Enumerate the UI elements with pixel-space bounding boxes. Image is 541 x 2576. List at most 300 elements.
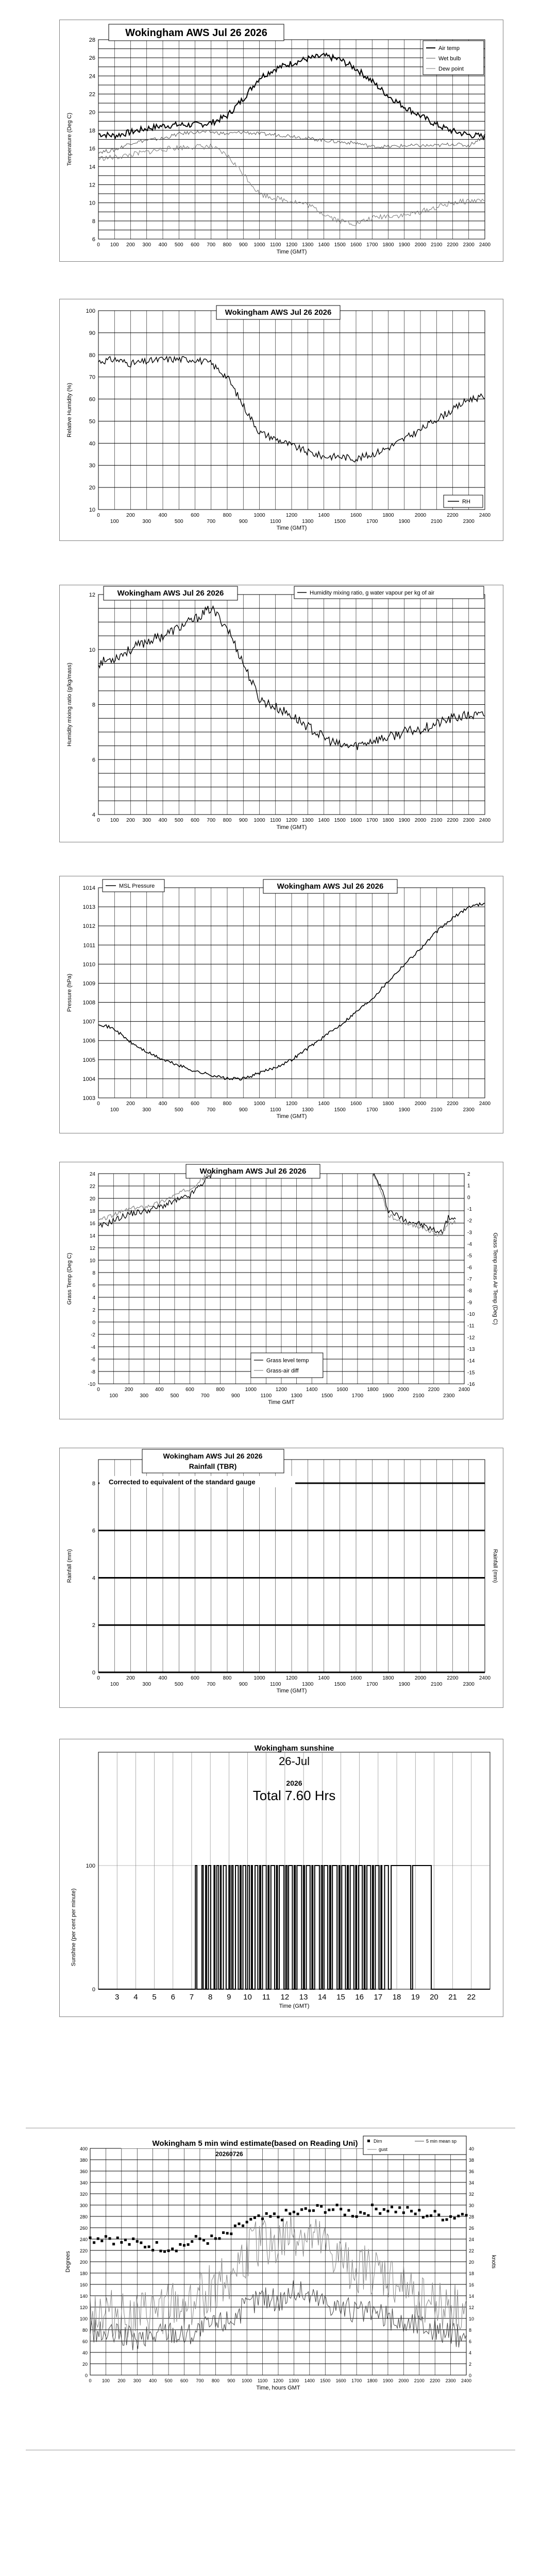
temp-ytick: 16 <box>89 146 95 152</box>
rh-xtick: 1200 <box>285 513 298 518</box>
grass-y2tick: -7 <box>467 1277 472 1282</box>
wind-ytick: 380 <box>79 2158 88 2163</box>
wind-legend-label: Dirn <box>374 2139 382 2144</box>
rain-xtick: 800 <box>223 1675 232 1681</box>
wind-legend-label: gust <box>379 2147 388 2152</box>
wind-ytick: 280 <box>79 2214 88 2219</box>
wind-dirn-point <box>136 2240 139 2243</box>
grass-y2tick: -13 <box>467 1347 475 1352</box>
pres-ytick: 1012 <box>82 923 95 930</box>
wind-dirn-point <box>163 2250 166 2253</box>
grass-ytick: 0 <box>92 1320 95 1326</box>
rain-xtick: 1000 <box>253 1675 265 1681</box>
grass-ytick: 16 <box>89 1221 95 1227</box>
wind-dirn-point <box>89 2236 92 2239</box>
pres-xtick: 2400 <box>479 1101 491 1107</box>
pres-ytick: 1010 <box>82 961 95 968</box>
wind-dirn-point <box>167 2249 170 2252</box>
wind-dirn-point <box>249 2218 252 2221</box>
mix-ytick: 6 <box>92 757 95 764</box>
wind-dirn-point <box>93 2241 95 2244</box>
pres-ytick: 1004 <box>82 1076 95 1082</box>
rh-xtick: 1900 <box>398 519 410 524</box>
wind-dirn-point <box>156 2241 158 2244</box>
wind-xlabel: Time, hours GMT <box>256 2385 300 2391</box>
wind-dirn-point <box>132 2238 134 2240</box>
temp-ytick: 12 <box>89 182 95 189</box>
rh-xtick: 600 <box>191 513 199 518</box>
temp-ytick: 18 <box>89 127 95 134</box>
wind-xtick: 1700 <box>351 2378 362 2383</box>
temp-xtick: 500 <box>174 242 183 248</box>
grass-legend-label: Grass-air diff <box>266 1368 299 1374</box>
wind-dirn-point <box>171 2248 174 2250</box>
temperature-chart <box>60 20 504 262</box>
wind-y2tick: 6 <box>469 2339 472 2344</box>
pres-xtick: 100 <box>110 1107 119 1113</box>
wind-xtick: 800 <box>211 2378 219 2383</box>
grass-xtick: 1900 <box>382 1393 394 1399</box>
wind-dirn-point <box>124 2239 127 2241</box>
wind-chart <box>59 2133 503 2411</box>
grass-ytick: 14 <box>89 1233 95 1239</box>
grass-xtick: 1400 <box>306 1387 318 1393</box>
grass-ytick: 6 <box>92 1283 95 1289</box>
wind-dirn-point <box>151 2249 154 2251</box>
wind-dirn-point <box>116 2236 119 2239</box>
wind-dirn-point <box>383 2208 385 2211</box>
grass-xtick: 2000 <box>397 1387 409 1393</box>
wind-xtick: 400 <box>149 2378 157 2383</box>
grass-xlabel: Time GMT <box>268 1399 295 1405</box>
temp-xtick: 1900 <box>398 242 410 248</box>
rh-ytick: 20 <box>89 485 95 492</box>
sun-ytick: 100 <box>86 1863 95 1869</box>
wind-ytick: 0 <box>84 2373 88 2378</box>
rh-xtick: 2000 <box>414 513 427 518</box>
rain-xtick: 600 <box>191 1675 199 1681</box>
grass-xtick: 1700 <box>351 1393 364 1399</box>
pres-legend-label: MSL Pressure <box>119 883 155 889</box>
rain-xtick: 900 <box>239 1682 248 1687</box>
wind-dirn-point <box>340 2208 342 2210</box>
wind-xtick: 1500 <box>320 2378 331 2383</box>
wind-y2tick: 16 <box>469 2282 475 2287</box>
wind-dirn-point <box>351 2215 354 2217</box>
wind-dirn-point <box>453 2217 456 2219</box>
wind-dirn-point <box>344 2214 346 2216</box>
rain-xtick: 2400 <box>479 1675 491 1681</box>
wind-dirn-point <box>332 2208 334 2211</box>
temp-xtick: 300 <box>142 242 151 248</box>
pres-ytick: 1005 <box>82 1057 95 1063</box>
wind-dirn-point <box>418 2209 420 2211</box>
rain-xtick: 2000 <box>414 1675 427 1681</box>
pres-ytick: 1014 <box>82 885 95 891</box>
rh-xtick: 1600 <box>350 513 362 518</box>
mix-xtick: 2100 <box>431 818 443 823</box>
temp-legend-label: Wet bulb <box>438 56 461 62</box>
wind-dirn-point <box>105 2235 107 2238</box>
grass-y2tick: -1 <box>467 1207 472 1212</box>
wind-ytick: 180 <box>79 2271 88 2276</box>
rh-xtick: 2300 <box>463 519 475 524</box>
grass-y2tick: -6 <box>467 1265 472 1271</box>
wind-ytick: 160 <box>79 2282 88 2287</box>
wind-dirn-point <box>391 2206 393 2208</box>
rain-title: Wokingham AWS Jul 26 2026 <box>163 1452 263 1460</box>
mix-xtick: 1900 <box>398 818 410 823</box>
mix-xtick: 1200 <box>285 818 298 823</box>
wind-dirn-point <box>261 2217 264 2220</box>
rain-xtick: 1500 <box>334 1682 346 1687</box>
grass-xtick: 1800 <box>367 1387 379 1393</box>
wind-y2tick: 38 <box>469 2158 475 2163</box>
wind-y2tick: 12 <box>469 2305 475 2310</box>
mix-xtick: 1300 <box>302 818 314 823</box>
wind-dirn-point <box>379 2212 381 2215</box>
wind-dirn-point <box>414 2213 417 2215</box>
rain-xtick: 300 <box>142 1682 151 1687</box>
wind-dirn-point <box>191 2240 193 2243</box>
temp-xtick: 1100 <box>269 242 281 248</box>
grass-y2tick: -5 <box>467 1253 472 1259</box>
temp-xtick: 2000 <box>414 242 427 248</box>
sun-xtick: 16 <box>355 1993 364 2002</box>
rain-xtick: 1400 <box>318 1675 330 1681</box>
wind-xtick: 200 <box>117 2378 126 2383</box>
rain-xtick: 1100 <box>269 1682 281 1687</box>
wind-ytick: 140 <box>79 2294 88 2299</box>
rh-xtick: 400 <box>158 513 167 518</box>
wind-xtick: 300 <box>133 2378 141 2383</box>
wind-dirn-point <box>449 2215 452 2218</box>
temp-xtick: 1400 <box>318 242 330 248</box>
sun-xtick: 3 <box>115 1993 120 2002</box>
pres-xtick: 600 <box>191 1101 199 1107</box>
temp-xtick: 400 <box>158 242 167 248</box>
rain-subtitle: Rainfall (TBR) <box>189 1462 237 1470</box>
pres-xtick: 1300 <box>302 1107 314 1113</box>
sun-year: 2026 <box>286 1779 302 1787</box>
mix-xtick: 700 <box>207 818 216 823</box>
wind-dirn-point <box>305 2207 307 2210</box>
mix-xtick: 600 <box>191 818 199 823</box>
sun-xtick: 17 <box>374 1993 383 2002</box>
grass-xtick: 2300 <box>443 1393 455 1399</box>
temp-xlabel: Time (GMT) <box>276 249 307 255</box>
wind-dirn-point <box>242 2225 244 2227</box>
rain-xtick: 2300 <box>463 1682 475 1687</box>
wind-dirn-point <box>246 2221 248 2224</box>
wind-dirn-point <box>347 2209 350 2212</box>
mix-xtick: 2400 <box>479 818 491 823</box>
pres-xtick: 700 <box>207 1107 216 1113</box>
grass-ytick: -8 <box>91 1369 95 1375</box>
wind-y2tick: 40 <box>469 2146 475 2151</box>
mix-xtick: 200 <box>126 818 135 823</box>
grass-xtick: 1500 <box>321 1393 333 1399</box>
grass-xtick: 1600 <box>336 1387 348 1393</box>
wind-dirn-point <box>210 2234 213 2237</box>
rh-ytick: 30 <box>89 463 95 469</box>
wind-ytick: 200 <box>79 2260 88 2265</box>
wind-xtick: 1400 <box>304 2378 315 2383</box>
pres-ytick: 1006 <box>82 1038 95 1044</box>
rain-ytick: 6 <box>92 1528 95 1534</box>
wind-dirn-point <box>238 2223 240 2225</box>
wind-dirn-point <box>367 2214 369 2217</box>
rain-xtick: 1800 <box>382 1675 394 1681</box>
sun-xtick: 22 <box>467 1993 476 2002</box>
wind-dirn-point <box>253 2216 256 2219</box>
rh-ylabel: Relative Humidity (%) <box>66 383 73 437</box>
grass-xtick: 1100 <box>260 1393 272 1399</box>
grass-xtick: 700 <box>200 1393 210 1399</box>
wind-dirn-point <box>128 2243 131 2246</box>
wind-dirn-point <box>293 2211 295 2213</box>
temp-ylabel: Temperature (Deg C) <box>66 112 73 166</box>
grass-xtick: 1300 <box>291 1393 302 1399</box>
wind-dirn-point <box>356 2215 358 2218</box>
sun-title: Wokingham sunshine <box>254 1744 334 1753</box>
mixing-ratio-chart-panel <box>59 585 503 842</box>
rain-xtick: 0 <box>97 1675 100 1681</box>
wind-ytick: 360 <box>79 2169 88 2174</box>
wind-dirn-point <box>257 2214 260 2217</box>
pres-xtick: 300 <box>142 1107 151 1113</box>
wind-dirn-point <box>109 2237 111 2240</box>
rh-xtick: 1700 <box>366 519 378 524</box>
pres-xtick: 2000 <box>414 1101 427 1107</box>
rain-xlabel: Time (GMT) <box>276 1688 307 1694</box>
rh-ytick: 60 <box>89 396 95 403</box>
grass-ytick: 24 <box>89 1172 95 1177</box>
rain-ytick: 4 <box>92 1575 95 1582</box>
grass-ytick: -10 <box>88 1382 95 1387</box>
temp-ytick: 10 <box>89 200 95 207</box>
grass-xtick: 2100 <box>413 1393 425 1399</box>
pres-xtick: 1600 <box>350 1101 362 1107</box>
sun-total: Total 7.60 Hrs <box>252 1788 336 1803</box>
mix-xtick: 1000 <box>253 818 265 823</box>
wind-xtick: 1300 <box>289 2378 299 2383</box>
grass-ytick: 18 <box>89 1209 95 1214</box>
rain-ytick: 2 <box>92 1622 95 1629</box>
sun-xtick: 21 <box>448 1993 457 2002</box>
grass-y2tick: -10 <box>467 1312 475 1317</box>
rh-legend-label: RH <box>462 499 470 505</box>
temp-legend-label: Dew point <box>438 66 464 72</box>
mix-xtick: 500 <box>174 818 183 823</box>
rain-xtick: 700 <box>207 1682 216 1687</box>
rainfall-chart <box>60 1448 504 1708</box>
rain-xtick: 1700 <box>366 1682 378 1687</box>
rain-note: Corrected to equivalent of the standard gauge <box>109 1478 256 1486</box>
wind-y2tick: 26 <box>469 2226 475 2231</box>
wind-dirn-point <box>386 2210 389 2212</box>
pres-ytick: 1009 <box>82 980 95 987</box>
wind-dirn-point <box>187 2243 190 2246</box>
wind-y2tick: 28 <box>469 2214 475 2219</box>
rain-ytick: 8 <box>92 1480 95 1487</box>
grass-xtick: 200 <box>124 1387 133 1393</box>
wind-dirn-point <box>112 2243 115 2245</box>
temp-xtick: 1000 <box>253 242 265 248</box>
wind-dirn-point <box>148 2245 150 2248</box>
pres-ytick: 1013 <box>82 904 95 911</box>
temp-legend-label: Air temp <box>438 45 460 52</box>
grass-xtick: 2200 <box>428 1387 439 1393</box>
rh-xtick: 0 <box>97 513 100 518</box>
temp-ytick: 24 <box>89 73 95 80</box>
mix-xtick: 400 <box>158 818 167 823</box>
wind-y2tick: 8 <box>469 2328 472 2333</box>
sun-xtick: 10 <box>243 1993 252 2002</box>
wind-dirn-point <box>175 2250 178 2252</box>
wind-dirn-point <box>195 2235 197 2238</box>
sun-xtick: 18 <box>392 1993 401 2002</box>
wind-dirn-point <box>406 2206 409 2209</box>
grass-title: Wokingham AWS Jul 26 2026 <box>199 1167 307 1176</box>
temp-xtick: 2400 <box>479 242 491 248</box>
wind-y2tick: 14 <box>469 2294 475 2299</box>
pres-ytick: 1007 <box>82 1019 95 1025</box>
wind-dirn-point <box>328 2209 330 2211</box>
sun-xtick: 19 <box>411 1993 420 2002</box>
grass-ytick: 12 <box>89 1246 95 1251</box>
sun-xtick: 20 <box>430 1993 438 2002</box>
rh-xtick: 2200 <box>447 513 459 518</box>
rain-xtick: 500 <box>174 1682 183 1687</box>
grass-xtick: 0 <box>97 1387 100 1393</box>
grass-y2tick: 2 <box>467 1172 470 1177</box>
wind-dirn-point <box>285 2209 288 2211</box>
mix-xtick: 1800 <box>382 818 394 823</box>
rh-ytick: 100 <box>86 308 95 314</box>
grass-xtick: 900 <box>231 1393 240 1399</box>
pres-xlabel: Time (GMT) <box>276 1113 307 1120</box>
rh-xtick: 800 <box>223 513 232 518</box>
temp-xtick: 100 <box>110 242 119 248</box>
wind-y2tick: 24 <box>469 2237 475 2242</box>
wind-legend-label: 5 min mean sp <box>426 2139 457 2144</box>
sun-xtick: 13 <box>299 1993 308 2002</box>
rh-xtick: 1400 <box>318 513 330 518</box>
humidity-chart <box>60 299 504 541</box>
pres-xtick: 0 <box>97 1101 100 1107</box>
wind-xtick: 900 <box>227 2378 235 2383</box>
rh-ytick: 10 <box>89 507 95 513</box>
grass-xtick: 100 <box>109 1393 118 1399</box>
rh-xtick: 2100 <box>431 519 443 524</box>
wind-xtick: 2200 <box>430 2378 441 2383</box>
wind-xtick: 1900 <box>382 2378 393 2383</box>
wind-y2tick: 36 <box>469 2169 475 2174</box>
grass-temp-chart <box>60 1162 504 1420</box>
rh-ytick: 80 <box>89 352 95 359</box>
grass-y2tick: -3 <box>467 1230 472 1236</box>
sun-xtick: 11 <box>262 1993 270 2002</box>
mix-xlabel: Time (GMT) <box>276 824 307 831</box>
pres-xtick: 2100 <box>431 1107 443 1113</box>
pres-xtick: 1500 <box>334 1107 346 1113</box>
mix-legend-label: Humidity mixing ratio, g water vapour per kg of air <box>310 590 435 596</box>
mix-xtick: 1500 <box>334 818 346 823</box>
wind-dirn-point <box>312 2209 315 2212</box>
wind-dirn-point <box>434 2210 436 2212</box>
wind-dirn-point <box>144 2246 146 2248</box>
temp-ytick: 6 <box>92 236 95 243</box>
wind-y2tick: 4 <box>469 2350 472 2355</box>
wind-y2tick: 22 <box>469 2248 475 2253</box>
pres-xtick: 1200 <box>285 1101 298 1107</box>
wind2-ylabel: knots <box>491 2255 497 2269</box>
sunshine-chart <box>60 1739 504 2018</box>
wind-dirn-point <box>410 2210 413 2212</box>
wind-dirn-point <box>97 2238 99 2240</box>
temp-xtick: 2300 <box>463 242 475 248</box>
mix-xtick: 2200 <box>447 818 459 823</box>
pressure-chart-panel <box>59 876 503 1133</box>
rh-ytick: 70 <box>89 374 95 381</box>
sun-xtick: 4 <box>133 1993 138 2002</box>
rain-xtick: 100 <box>110 1682 119 1687</box>
temp-xtick: 2200 <box>447 242 459 248</box>
mix-xtick: 1600 <box>350 818 362 823</box>
grass-y2tick: -15 <box>467 1370 475 1376</box>
grass-y2tick: -12 <box>467 1335 475 1341</box>
pres-xtick: 800 <box>223 1101 232 1107</box>
sun-xtick: 6 <box>171 1993 175 2002</box>
pres-xtick: 1700 <box>366 1107 378 1113</box>
grass-xtick: 1200 <box>275 1387 288 1393</box>
wind-xtick: 2100 <box>414 2378 425 2383</box>
wind-xtick: 1600 <box>335 2378 346 2383</box>
wind-xtick: 1100 <box>257 2378 268 2383</box>
wind-y2tick: 2 <box>469 2362 472 2367</box>
grass-ytick: 8 <box>92 1270 95 1276</box>
wind-chart-panel <box>59 2133 503 2411</box>
grass-ytick: 4 <box>92 1295 95 1301</box>
rain-ylabel: Rainfall (mm) <box>66 1549 73 1583</box>
wind-dirn-point <box>214 2237 217 2240</box>
grass-y2tick: -8 <box>467 1288 472 1294</box>
pres-xtick: 1000 <box>253 1101 265 1107</box>
wind-dirn-point <box>289 2212 291 2215</box>
wind-dirn-point <box>198 2238 201 2240</box>
mix-xtick: 300 <box>142 818 151 823</box>
wind-dirn-point <box>422 2216 425 2218</box>
wind-ytick: 120 <box>79 2305 88 2310</box>
mix-xtick: 100 <box>110 818 119 823</box>
mix-xtick: 1400 <box>318 818 330 823</box>
mix-xtick: 0 <box>97 818 100 823</box>
sun-xtick: 14 <box>317 1993 327 2002</box>
grass-y2tick: -2 <box>467 1218 472 1224</box>
wind-dirn-point <box>363 2212 366 2215</box>
mixing-ratio-chart <box>60 585 504 843</box>
wind-ylabel: Degrees <box>65 2251 71 2273</box>
temp-xtick: 1300 <box>302 242 314 248</box>
wind-dirn-point <box>100 2240 103 2242</box>
mix-ytick: 12 <box>89 592 95 598</box>
wind-dirn-point <box>442 2219 444 2222</box>
wind-xtick: 2300 <box>445 2378 456 2383</box>
wind-y2tick: 32 <box>469 2192 475 2197</box>
pres-xtick: 1100 <box>269 1107 281 1113</box>
humidity-chart-panel <box>59 299 503 541</box>
